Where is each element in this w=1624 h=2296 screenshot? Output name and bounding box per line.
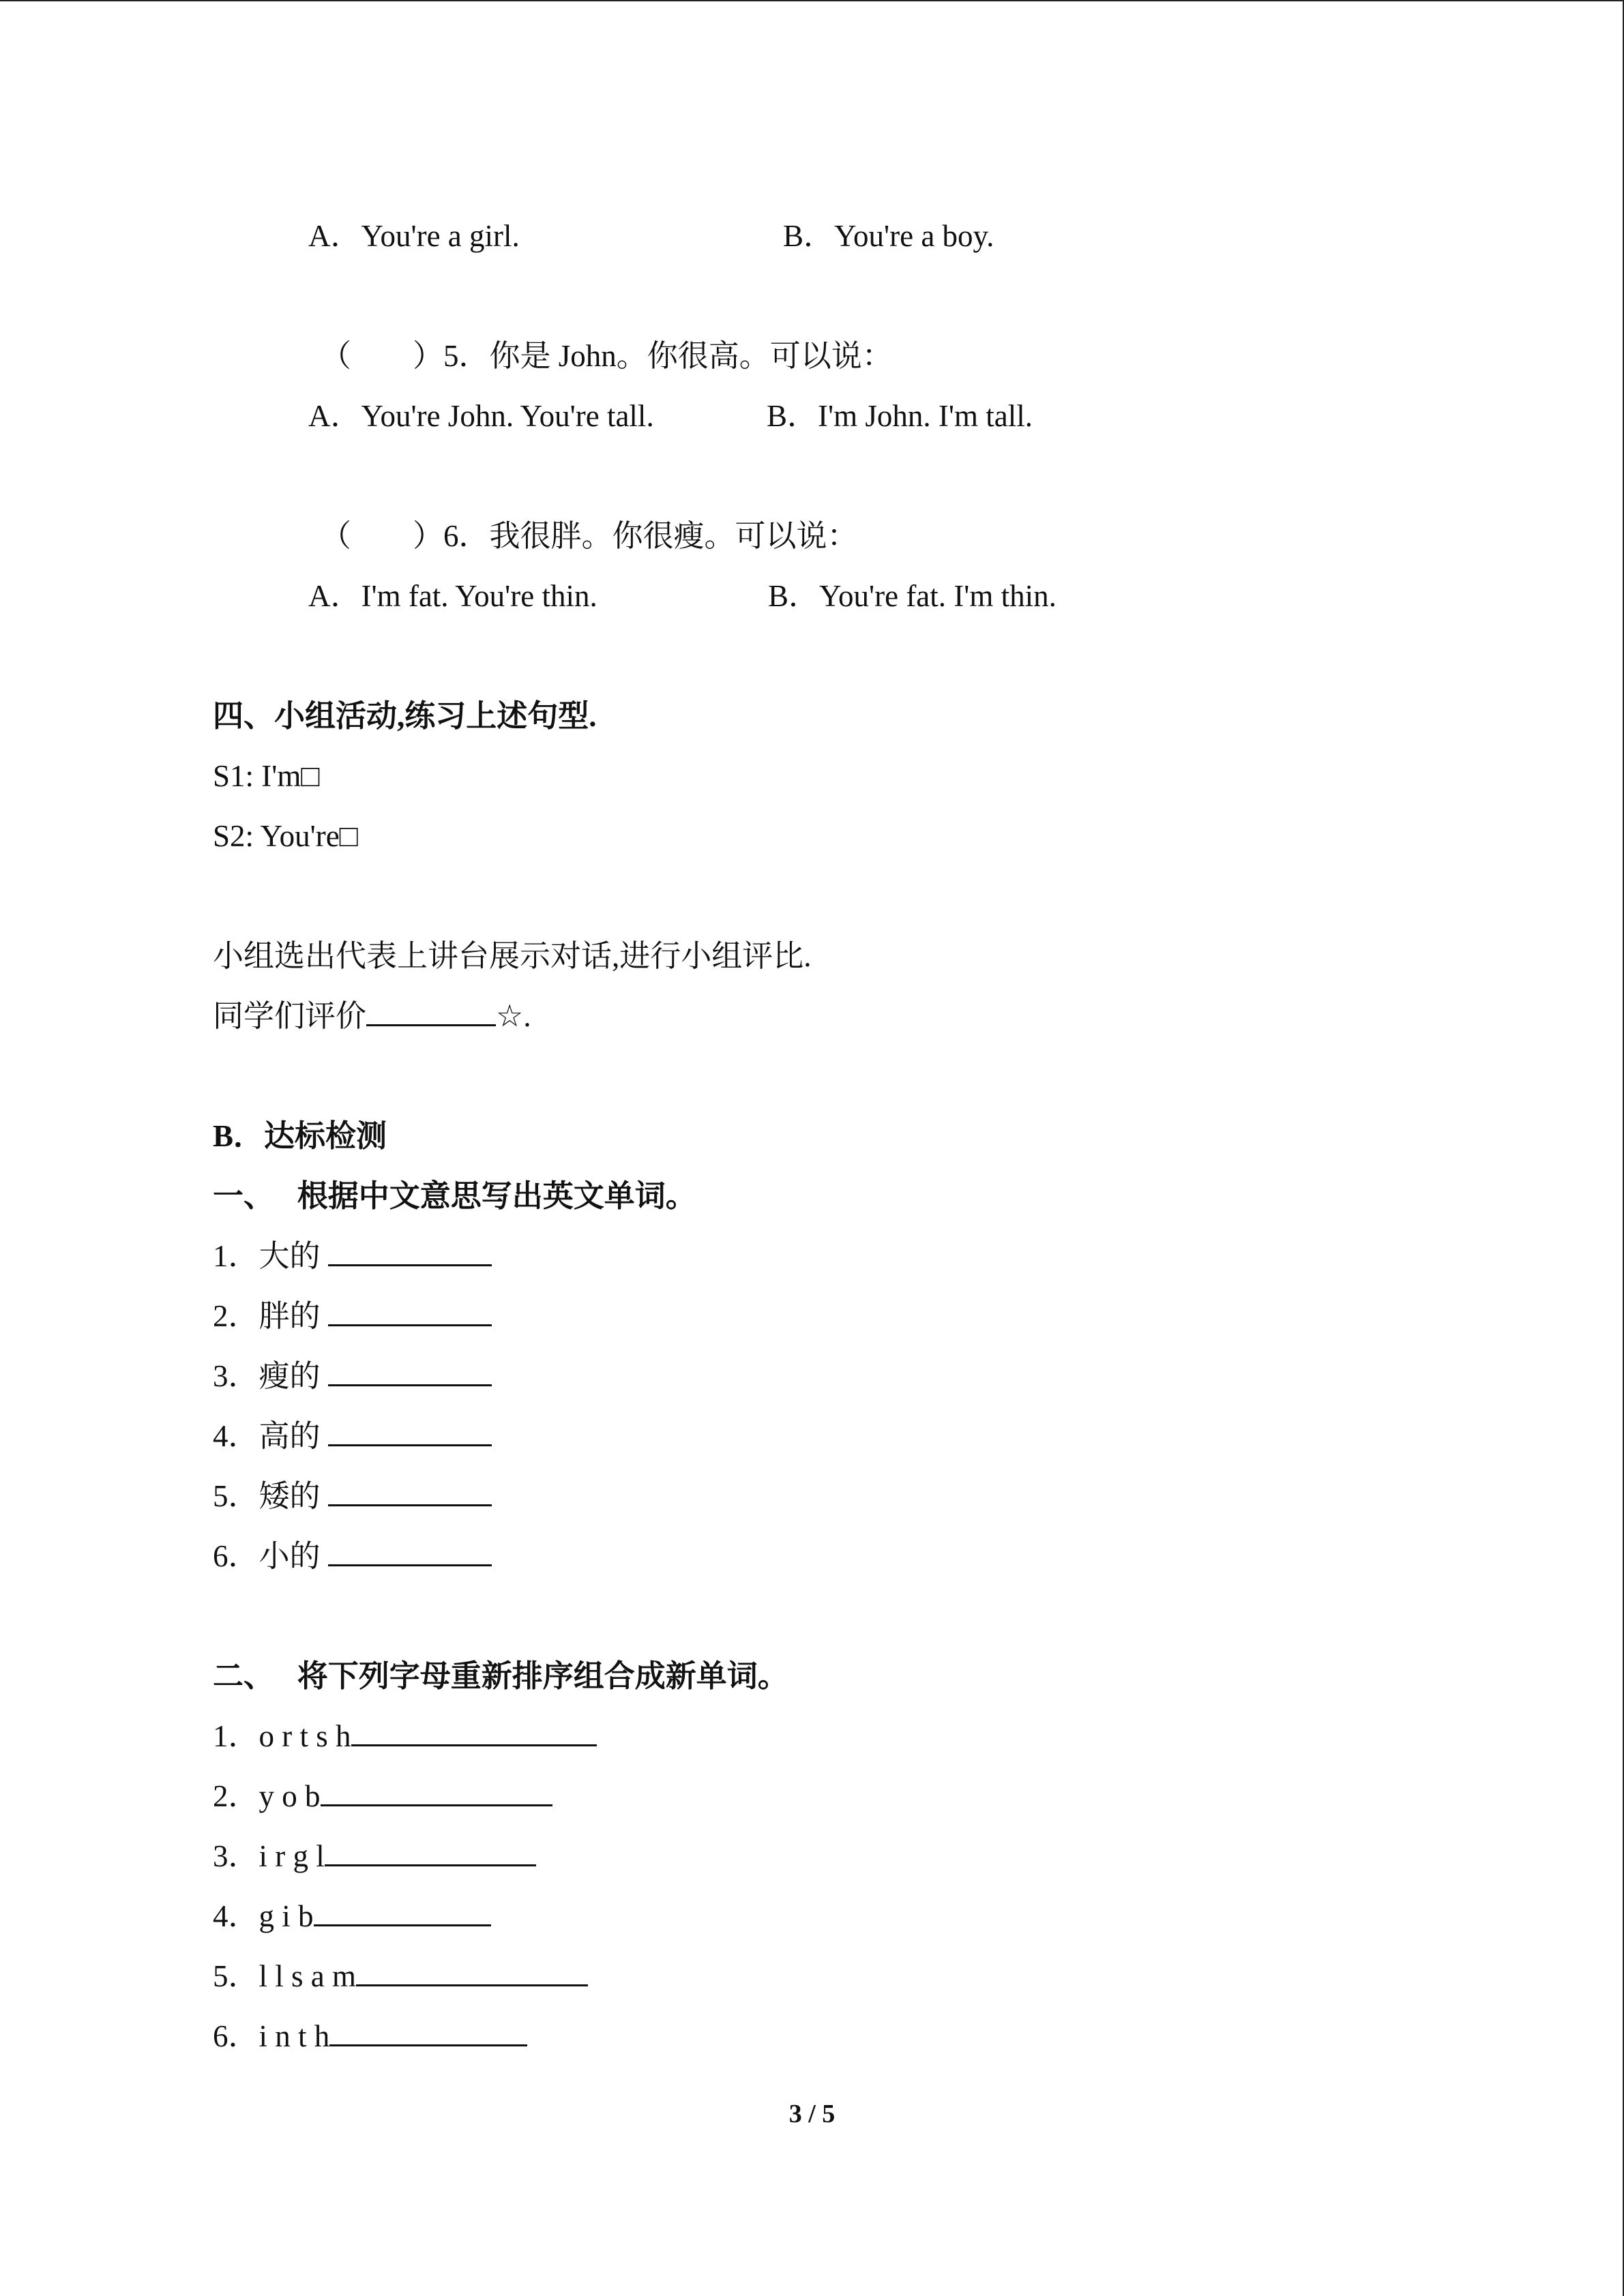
- evaluation-prefix: 同学们评价: [213, 999, 367, 1033]
- part2-item-label: 3．i r g l: [213, 1839, 325, 1873]
- part2-item-label: 6．i n t h: [213, 2019, 330, 2053]
- part2-item: [213, 1837, 536, 1875]
- answer-blank[interactable]: [314, 1897, 491, 1926]
- q6-option-b: B．You're fat. I'm thin.: [768, 579, 1057, 613]
- answer-blank[interactable]: [351, 1717, 597, 1746]
- q5-option-b: B．I'm John. I'm tall.: [767, 399, 1033, 433]
- part1-item-label: 6．小的: [213, 1539, 321, 1573]
- evaluation-blank[interactable]: [366, 997, 496, 1026]
- part2-item: [213, 1717, 597, 1755]
- part1-item-label: 4．高的: [213, 1419, 321, 1453]
- answer-blank[interactable]: [325, 1837, 536, 1866]
- part1-title: 一、 根据中文意思写出英文单词。: [213, 1179, 696, 1213]
- answer-blank[interactable]: [356, 1957, 588, 1986]
- part1-item: [213, 1477, 492, 1515]
- part2-item-label: 1．o r t s h: [213, 1719, 351, 1753]
- part2-item-label: 4．g i b: [213, 1899, 314, 1933]
- part1-item: [213, 1297, 492, 1335]
- part1-item-label: 2．胖的: [213, 1299, 321, 1333]
- answer-blank[interactable]: [328, 1357, 492, 1386]
- part1-item: [213, 1357, 492, 1395]
- star-icon: ☆.: [496, 999, 531, 1033]
- part1-item-label: 3．瘦的: [213, 1359, 321, 1393]
- answer-blank[interactable]: [321, 1777, 552, 1806]
- q4-option-a: A．You're a girl.: [308, 219, 520, 253]
- section4-note: 小组选出代表上讲台展示对话,进行小组评比.: [213, 939, 812, 973]
- section4-evaluation: [213, 997, 531, 1035]
- section4-title: 四、小组活动,练习上述句型.: [213, 699, 597, 733]
- answer-blank[interactable]: [328, 1297, 492, 1326]
- part2-item: [213, 1777, 552, 1815]
- part1-item-label: 1．大的: [213, 1239, 321, 1273]
- part2-item-label: 5．l l s a m: [213, 1959, 356, 1993]
- answer-blank[interactable]: [328, 1537, 492, 1566]
- answer-blank[interactable]: [328, 1237, 492, 1266]
- q5-prompt: （ ）5．你是 John。你很高。可以说：: [321, 339, 893, 373]
- sectionB-title: B．达标检测: [213, 1119, 387, 1153]
- page-number: 3 / 5: [788, 2100, 836, 2128]
- section4-s1: S1: I'm□: [213, 759, 320, 793]
- section4-s2: S2: You're□: [213, 819, 358, 853]
- q5-option-a: A．You're John. You're tall.: [308, 399, 654, 433]
- part2-item-label: 2．y o b: [213, 1779, 321, 1813]
- q6-option-a: A．I'm fat. You're thin.: [308, 579, 597, 613]
- answer-blank[interactable]: [328, 1417, 492, 1446]
- part1-item: [213, 1537, 492, 1575]
- part2-title: 二、 将下列字母重新排序组合成新单词。: [213, 1659, 788, 1693]
- answer-blank[interactable]: [329, 2017, 527, 2046]
- answer-blank[interactable]: [328, 1477, 492, 1506]
- part2-item: [213, 1957, 588, 1995]
- q6-prompt: （ ）6．我很胖。你很瘦。可以说：: [321, 519, 858, 553]
- part1-item: [213, 1417, 492, 1455]
- part1-item-label: 5．矮的: [213, 1479, 321, 1513]
- part1-item: [213, 1237, 492, 1275]
- part2-item: [213, 2017, 527, 2055]
- part2-item: [213, 1897, 491, 1935]
- q4-option-b: B．You're a boy.: [783, 219, 994, 253]
